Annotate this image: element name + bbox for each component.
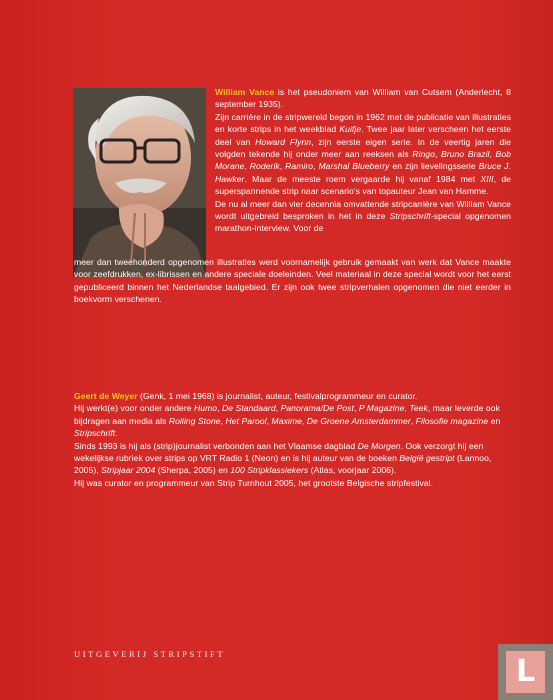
logo-letter: L (515, 654, 536, 689)
bio-paragraph (215, 198, 511, 235)
rich-text: De nu al meer dan vier decennia omvattende stripcarrière van William Vance wordt uitgebreid besproken in het in deze Stripschrift-special opgenomen marathon-interview. Voor de (215, 198, 511, 234)
italic-title: Marshal Blueberry (318, 161, 390, 172)
bio-paragraph (74, 390, 514, 402)
italic-title: De Groene Amsterdammer (306, 415, 411, 426)
bio-paragraph: Hij was curator en programmeur van Strip Turnhout 2005, het grootste Belgische stripfestival. (74, 477, 434, 488)
geert-de-weyer-bio (74, 390, 514, 489)
william-vance-bio-continued (74, 256, 511, 306)
author-name-william-vance: William Vance (215, 87, 275, 97)
bio-paragraph (215, 86, 511, 198)
italic-title: Roderik (249, 161, 280, 172)
italic-title: België gestript (399, 453, 455, 464)
rich-text: is het pseudoniem van William van Cutsem (Anderlecht, 8 september 1935). Zijn carrière in de stripwereld begon in 1962 met de publicatie van illustraties en korte strips in het weekblad Kuifje. Twee jaar later verscheen het eerste deel van Howard Flynn, zijn eerste eigen serie. In de veertig jaren die volgden tekende hij onder meer aan reeksen als Ringo, Bruno Brazil, Bob Morane, Roderik, Ramiro, Marshal Blueberry en zijn lievelingsserie Bruce J. Hawker. Maar de meeste roem vergaarde hij vanaf 1984 met XIII, de superspannende strip naar scenario’s van topauteur Jean van Hamme. (215, 87, 511, 197)
author-name-geert-de-weyer: Geert de Weyer (74, 391, 138, 401)
italic-title: Ramiro (285, 161, 314, 172)
italic-title: Bruce J. Hawker (215, 161, 511, 184)
italic-title: Humo (194, 403, 218, 414)
italic-title: Teek (409, 403, 428, 414)
italic-title: Bruno Brazil (440, 149, 490, 160)
italic-title: 100 Stripklassiekers (230, 465, 309, 476)
italic-title: Panorama/De Post (280, 403, 354, 414)
bio-paragraph-continued: meer dan tweehonderd opgenomen illustraties werd voornamelijk gebruik gemaakt van werk dat Vance maakte voor zeefdrukken, ex-librissen en andere speciale doeleinden. Veel materiaal in deze special wordt voor het eerst gepubliceerd binnen het Nederlandse taalgebied. Er zijn ook twee stripverhalen opgenomen die niet eerder in boekvorm verschenen. (74, 257, 511, 305)
italic-title: De Morgen (357, 440, 401, 451)
logo-badge (506, 651, 545, 693)
bio-paragraph (74, 440, 514, 477)
bio-text: (Genk, 1 mei 1968) is journalist, auteur, festivalprogrammeur en curator. (137, 391, 418, 401)
italic-title: XIII (480, 173, 494, 184)
italic-title: Bob Morane (215, 149, 511, 172)
author-portrait-photo (73, 88, 206, 277)
bio-paragraph (74, 402, 514, 439)
italic-title: Howard Flynn (255, 136, 312, 147)
italic-title: Filosofie magazine (415, 415, 489, 426)
rich-text: Hij werkt(e) voor onder andere Humo, De Standaard, Panorama/De Post, P Magazine, Teek, maar leverde ook bijdragen aan media als Rolling Stone, Het Parool, Maxime, De Groene Amsterdammer, Filosofie magazine en Stripschrift. (74, 403, 501, 439)
italic-title: Kuifje (339, 124, 362, 135)
rich-text: Sinds 1993 is hij als (strip)journalist verbonden aan het Vlaamse dagblad De Morgen. Ook verzorgt hij een wekelijkse rubriek over strips op VRT Radio 1 (Neon) en is hij auteur van de boeken België gestript (Lannoo, 2005), Stripjaar 2004 (Sherpa, 2005) en 100 Stripklassiekers (Atlas, voorjaar 2006). (74, 440, 492, 476)
italic-title: Rolling Stone (168, 415, 221, 426)
william-vance-bio (215, 86, 511, 235)
italic-title: P Magazine (358, 403, 405, 414)
italic-title: Stripschrift (74, 428, 116, 439)
italic-title: Stripjaar 2004 (101, 465, 156, 476)
publisher-logo (498, 644, 553, 700)
italic-title: De Standaard (222, 403, 276, 414)
italic-title: Maxime (271, 415, 302, 426)
italic-title: Stripschrift (389, 211, 431, 222)
italic-title: Ringo (412, 149, 435, 160)
publisher-name: UITGEVERIJ STRIPSTIFT (74, 649, 226, 659)
italic-title: Het Parool (225, 415, 267, 426)
